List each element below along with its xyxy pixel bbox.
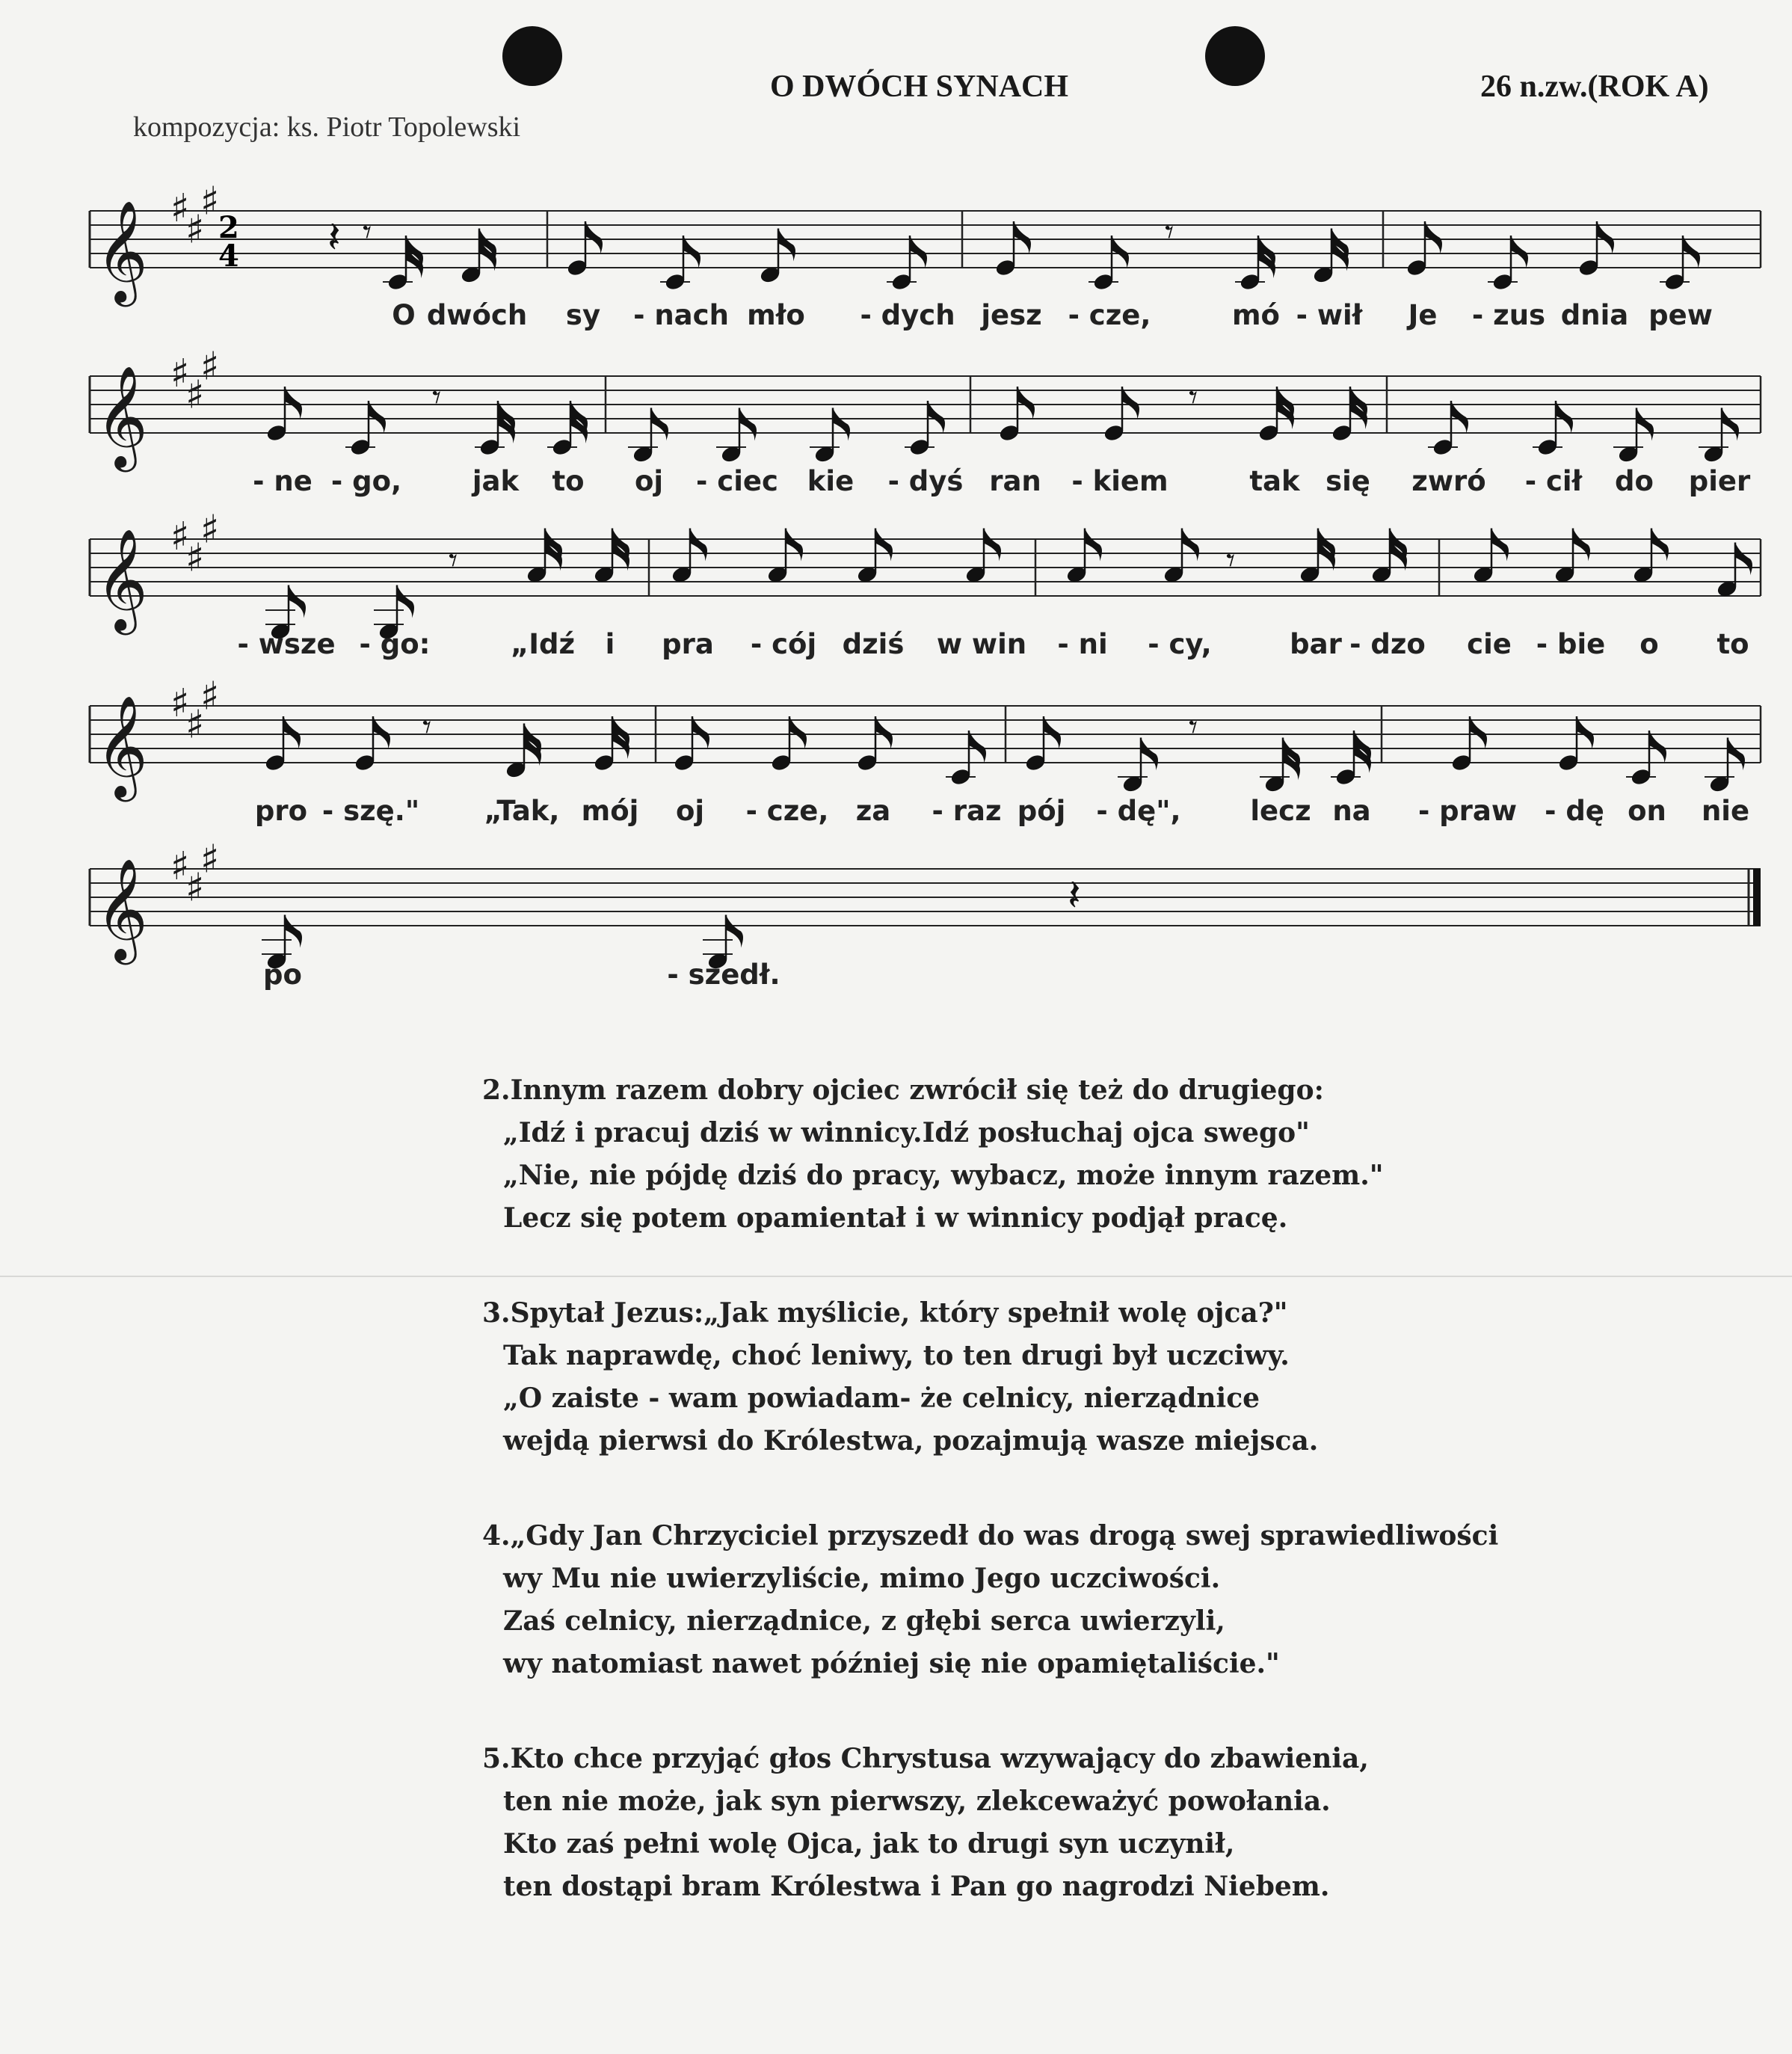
time-signature-bottom: 4 [218,239,239,274]
sharp-icon: ♯ [170,514,190,559]
lyric-syllable: tak [1249,465,1300,497]
eighth-rest-icon: 𝄾 [1165,212,1174,252]
lyric-syllable: - dę [1545,795,1604,827]
lyric-syllable: lecz [1250,795,1311,827]
lyric-syllable: kie [807,465,855,497]
sharp-icon: ♯ [170,844,190,889]
lyric-syllable: - dych [860,299,955,331]
note-flag [726,915,743,948]
lyric-syllable: bar [1290,628,1342,660]
sharp-icon: ♯ [200,674,220,719]
lyric-syllable: - zus [1471,299,1546,331]
lyric-syllable: on [1628,795,1666,827]
eighth-rest-icon: 𝄾 [363,212,372,252]
lyric-syllable: po [263,959,302,991]
lyric-syllable: mó [1232,299,1280,331]
lyric-syllable: - praw [1417,795,1518,827]
lyric-syllable: to [552,465,585,497]
sharp-icon: ♯ [170,681,190,726]
lyric-syllable: ran [989,465,1041,497]
lyric-syllable: - wsze [237,628,336,660]
verse-line: „O zaiste - wam powiadam- że celnicy, nierządnice [503,1383,1260,1414]
quarter-rest-icon: 𝄽 [327,212,341,262]
lyric-syllable: dziś [842,628,905,660]
sharp-icon: ♯ [200,507,220,553]
lyric-syllable: - ne [253,465,312,497]
lyric-syllable: - wił [1296,299,1363,331]
composer-credit: kompozycja: ks. Piotr Topolewski [133,111,521,143]
lyric-syllable: zwró [1411,465,1486,497]
verse-line: 4.„Gdy Jan Chrzyciciel przyszedł do was drogą swej sprawiedliwości [482,1520,1499,1552]
lyric-syllable: - kiem [1071,465,1169,497]
lyrics-row [0,959,1792,1003]
lyric-syllable: - go, [330,465,402,497]
lyric-syllable: do [1615,465,1654,497]
lyric-syllable: jak [472,465,520,497]
eighth-rest-icon: 𝄾 [1189,707,1198,747]
lyric-syllable: pew [1648,299,1713,331]
verse-line: Zaś celnicy, nierządnice, z głębi serca uwierzyli, [503,1605,1225,1637]
lyric-syllable: o [1639,628,1659,660]
treble-clef-icon: 𝄞 [96,364,148,467]
verse-line: 3.Spytał Jezus:„Jak myślicie, który spełnił wolę ojca?" [482,1297,1288,1329]
eighth-rest-icon: 𝄾 [432,377,442,417]
verse-line: wy natomiast nawet później się nie opamiętaliście." [503,1648,1280,1679]
time-signature-top: 2 [218,210,239,245]
lyric-syllable: - szedł. [667,959,780,991]
lyric-syllable: za [855,795,891,827]
lyric-syllable: pier [1688,465,1751,497]
quarter-rest-icon: 𝄽 [1068,870,1081,920]
lyric-syllable: na [1332,795,1371,827]
verse-line: Kto zaś pełni wolę Ojca, jak to drugi syn uczynił, [503,1828,1235,1860]
verse-line: ten nie może, jak syn pierwszy, zlekceważyć powołania. [503,1786,1331,1817]
lyric-syllable: „Idź [510,628,576,660]
lyric-syllable: - dę", [1096,795,1181,827]
verse-line: „Nie, nie pójdę dziś do pracy, wybacz, może innym razem." [503,1160,1384,1191]
lyric-syllable: w win [936,628,1027,660]
lyric-syllable: się [1325,465,1370,497]
lyric-syllable: cie [1467,628,1512,660]
lyric-syllable: pro [254,795,308,827]
verse-line: ten dostąpi bram Królestwa i Pan go nagrodzi Niebem. [503,1871,1330,1902]
lyric-syllable: jesz [981,299,1042,331]
lyric-syllable: oj [634,465,664,497]
lyric-syllable: - nach [633,299,729,331]
lyric-syllable: oj [675,795,705,827]
lyric-syllable: - ciec [696,465,778,497]
eighth-rest-icon: 𝄾 [422,707,432,747]
lyric-syllable: mło [747,299,805,331]
lyric-syllable: - dzo [1349,628,1426,660]
lyric-syllable: - bie [1536,628,1606,660]
verse-5 [482,1738,1604,1908]
lyric-syllable: - cój [750,628,817,660]
lyric-syllable: nie [1701,795,1750,827]
lyric-syllable: - cy, [1148,628,1212,660]
lyric-syllable: i [605,628,615,660]
lyric-syllable: sy [565,299,601,331]
sharp-icon: ♯ [170,351,190,396]
verse-line: wy Mu nie uwierzyliście, mimo Jego uczciwości. [503,1563,1221,1594]
verse-line: „Idź i pracuj dziś w winnicy.Idź posłuchaj ojca swego" [503,1117,1310,1149]
verse-line: Lecz się potem opamientał i w winnicy podjął pracę. [503,1202,1288,1234]
sharp-icon: ♯ [200,179,220,224]
sharp-icon: ♯ [200,344,220,390]
treble-clef-icon: 𝄞 [96,527,148,630]
sharp-icon: ♯ [185,535,205,581]
lyric-syllable: - cze, [745,795,829,827]
verse-line: 2.Innym razem dobry ojciec zwrócił się też do drugiego: [482,1074,1324,1106]
song-title: O DWÓCH SYNACH [770,70,1069,104]
lyric-syllable: - szę." [321,795,420,827]
lyric-syllable: O [392,299,416,331]
sharp-icon: ♯ [170,186,190,231]
sharp-icon: ♯ [185,702,205,748]
lyric-syllable: Je [1408,299,1438,331]
lyric-syllable: - raz [932,795,1002,827]
lyric-syllable: - ni [1057,628,1108,660]
treble-clef-icon: 𝄞 [96,199,148,302]
lyric-syllable: „Tak, [484,795,560,827]
final-barline-thick [1753,869,1761,926]
lyric-syllable: to [1716,628,1749,660]
verse-line: wejdą pierwsi do Królestwa, pozajmują wasze miejsca. [503,1425,1319,1457]
verse-4 [482,1515,1604,1685]
eighth-rest-icon: 𝄾 [1226,540,1236,580]
treble-clef-icon: 𝄞 [96,857,148,960]
verse-line: 5.Kto chce przyjąć głos Chrystusa wzywający do zbawienia, [482,1743,1369,1774]
lyric-syllable: dwóch [426,299,528,331]
sharp-icon: ♯ [185,372,205,418]
treble-clef-icon: 𝄞 [96,694,148,797]
lyric-syllable: - dyś [887,465,964,497]
note-flag [285,915,302,948]
sharp-icon: ♯ [185,207,205,253]
lyric-syllable: mój [581,795,639,827]
verse-2 [482,1069,1604,1240]
sharp-icon: ♯ [200,837,220,882]
lyric-syllable: pój [1017,795,1066,827]
eighth-rest-icon: 𝄾 [449,540,458,580]
eighth-rest-icon: 𝄾 [1189,377,1198,417]
liturgical-code: 26 n.zw.(ROK A) [1480,70,1709,104]
verses-block [482,1069,1604,1961]
lyric-syllable: - cił [1524,465,1583,497]
lyric-syllable: dnia [1560,299,1629,331]
lyric-syllable: pra [662,628,714,660]
verse-3 [482,1292,1604,1463]
verse-line: Tak naprawdę, choć leniwy, to ten drugi był uczciwy. [503,1340,1290,1371]
lyric-syllable: - go: [359,628,431,660]
lyric-syllable: - cze, [1068,299,1151,331]
sharp-icon: ♯ [185,865,205,911]
